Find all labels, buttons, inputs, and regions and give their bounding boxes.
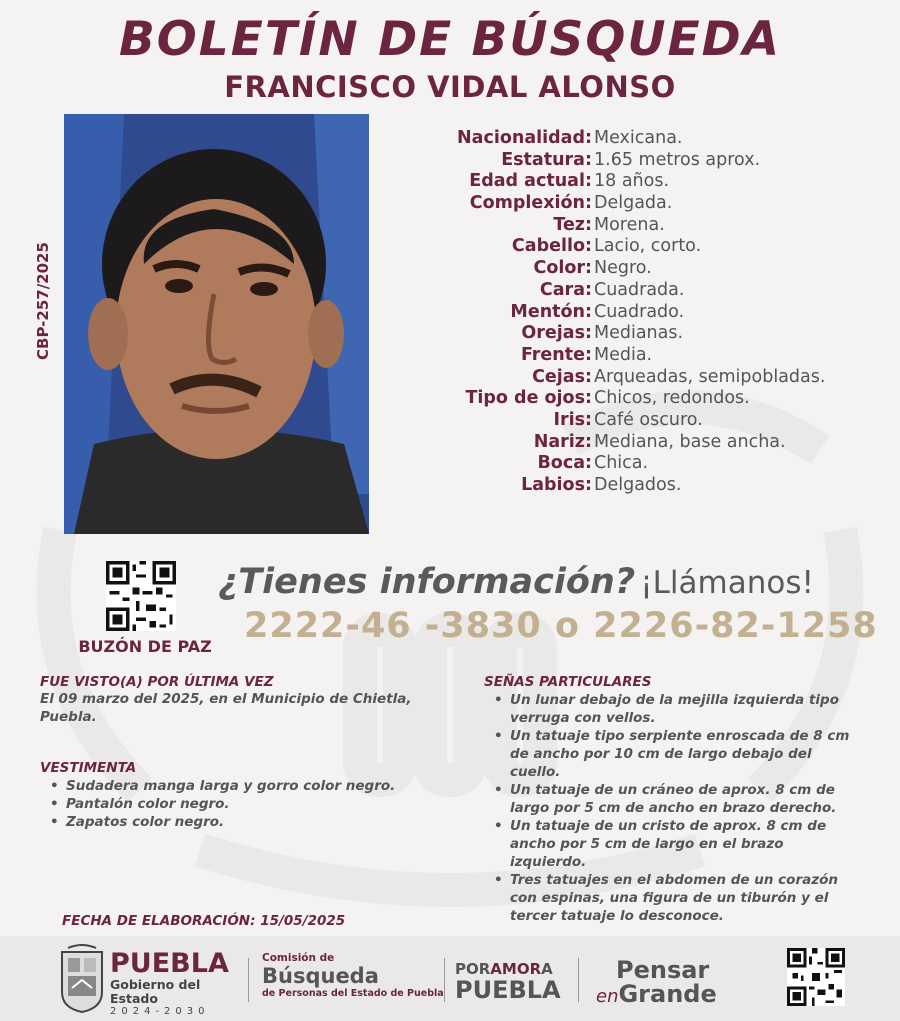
puebla-logo-years: 2024-2030 xyxy=(110,1006,210,1017)
detail-row xyxy=(380,453,890,475)
detail-row xyxy=(380,388,890,410)
detail-row xyxy=(380,150,890,172)
detail-row xyxy=(380,323,890,345)
footer-divider xyxy=(248,958,249,1002)
missing-person-photo xyxy=(64,114,369,534)
detail-value: Medianas. xyxy=(594,323,684,344)
detail-label: Complexión: xyxy=(469,193,592,214)
footer-qr-code[interactable] xyxy=(787,948,845,1006)
missing-person-name: FRANCISCO VIDAL ALONSO xyxy=(224,70,676,104)
state-shield-icon xyxy=(58,944,106,1014)
comision-busqueda-logo xyxy=(262,952,442,1000)
bulletin-title: BOLETÍN DE BÚSQUEDA xyxy=(118,12,781,67)
detail-label: Color: xyxy=(533,258,592,279)
detail-row xyxy=(380,171,890,193)
detail-label: Estatura: xyxy=(501,149,592,170)
por-amor-a-puebla-logo xyxy=(455,960,570,1002)
detail-value: Media. xyxy=(594,344,653,365)
mark-item: • Un tatuaje tipo serpiente enroscada de 8 cm de ancho por 10 cm de largo debajo del cuello. xyxy=(484,727,854,781)
puebla-government-logo xyxy=(110,950,240,1018)
marks-heading: SEÑAS PARTICULARES xyxy=(484,674,652,690)
detail-row xyxy=(380,432,890,454)
detail-label: Labios: xyxy=(521,475,592,495)
clothing-item: • Pantalón color negro. xyxy=(40,795,460,813)
last-seen-heading: FUE VISTO(A) POR ÚLTIMA VEZ xyxy=(40,674,274,690)
detail-label: Nariz: xyxy=(533,431,592,452)
mark-item: • Un tatuaje de un cristo de aprox. 8 cm de ancho por 5 cm de largo en el brazo izquierdo. xyxy=(484,817,854,871)
footer-divider xyxy=(578,958,579,1002)
detail-row xyxy=(380,128,890,150)
pap-amor: AMOR xyxy=(490,960,542,978)
elaboration-date: FECHA DE ELABORACIÓN: 15/05/2025 xyxy=(62,913,346,929)
contact-question xyxy=(218,562,898,602)
detail-row xyxy=(380,280,890,302)
detail-row xyxy=(380,215,890,237)
last-seen-text: El 09 marzo del 2025, en el Municipio de Chietla, Puebla. xyxy=(40,691,412,725)
detail-label: Cara: xyxy=(539,279,592,300)
peg-en: en xyxy=(596,986,619,1007)
detail-label: Boca: xyxy=(537,453,592,474)
detail-label: Tipo de ojos: xyxy=(465,388,592,409)
detail-value: Chica. xyxy=(594,453,649,474)
pap-por: POR xyxy=(455,960,491,978)
case-id: CBP-257/2025 xyxy=(34,242,52,360)
detail-row xyxy=(380,236,890,258)
comision-line: Comisión de xyxy=(262,952,335,964)
puebla-logo-sub: Gobierno del Estado xyxy=(110,977,201,1006)
peg-pensar: Pensar xyxy=(616,956,710,984)
detail-value: Lacio, corto. xyxy=(594,236,702,257)
detail-row xyxy=(380,345,890,367)
detail-row xyxy=(380,302,890,324)
clothing-item: • Sudadera manga larga y gorro color negro. xyxy=(40,777,460,795)
detail-row xyxy=(380,475,890,497)
puebla-logo-main: PUEBLA xyxy=(110,948,229,979)
mark-item: • Tres tatuajes en el abdomen de un corazón con espinas, una figura de un tiburón y el tercer tatuaje lo desconoce. xyxy=(484,871,854,925)
detail-value: Cuadrada. xyxy=(594,279,685,300)
footer-logos xyxy=(0,936,900,1021)
clothing-heading: VESTIMENTA xyxy=(40,760,137,776)
detail-row xyxy=(380,193,890,215)
buzon-de-paz-label: BUZÓN DE PAZ xyxy=(78,637,212,656)
detail-value: 18 años. xyxy=(594,171,670,192)
mark-item: • Un tatuaje de un cráneo de aprox. 8 cm de largo por 5 cm de ancho en brazo derecho. xyxy=(484,781,854,817)
detail-label: Cabello: xyxy=(511,236,592,257)
physical-details-list xyxy=(380,128,890,497)
question-text: ¿Tienes información? xyxy=(218,562,636,602)
detail-row xyxy=(380,367,890,389)
peg-grande: Grande xyxy=(618,980,717,1008)
detail-value: Arqueadas, semipobladas. xyxy=(594,366,826,387)
detail-row xyxy=(380,258,890,280)
detail-label: Edad actual: xyxy=(469,171,592,192)
detail-label: Tez: xyxy=(553,214,592,235)
phone-numbers[interactable]: 2222-46 -3830 o 2226-82-1258 xyxy=(244,606,878,646)
detail-value: Mediana, base ancha. xyxy=(594,431,786,452)
pap-puebla: PUEBLA xyxy=(455,976,561,1004)
call-us-text: ¡Llámanos! xyxy=(640,565,814,601)
clothing-item: • Zapatos color negro. xyxy=(40,813,460,831)
distinguishing-marks-section xyxy=(484,674,854,925)
detail-label: Frente: xyxy=(520,344,592,365)
detail-label: Orejas: xyxy=(521,323,592,344)
busqueda-line: Búsqueda xyxy=(262,964,379,988)
detail-value: Delgada. xyxy=(594,193,673,214)
detail-row xyxy=(380,410,890,432)
personas-line: de Personas del Estado de Puebla xyxy=(262,988,444,999)
footer-divider xyxy=(444,958,445,1002)
detail-label: Iris: xyxy=(553,409,592,430)
detail-value: Morena. xyxy=(594,214,665,235)
clothing-section xyxy=(40,760,460,831)
detail-label: Cejas: xyxy=(532,366,592,387)
detail-label: Nacionalidad: xyxy=(457,128,592,148)
last-seen-section xyxy=(40,674,460,726)
detail-value: Café oscuro. xyxy=(594,409,703,430)
detail-value: Delgados. xyxy=(594,475,682,495)
pap-a: A xyxy=(541,960,553,978)
detail-label: Mentón: xyxy=(510,301,592,322)
detail-value: Chicos, redondos. xyxy=(594,388,750,409)
detail-value: Mexicana. xyxy=(594,128,683,148)
detail-value: Negro. xyxy=(594,258,652,279)
buzon-qr-code[interactable] xyxy=(106,561,176,631)
pensar-en-grande-logo xyxy=(596,958,726,1009)
mark-item: • Un lunar debajo de la mejilla izquierda tipo verruga con vellos. xyxy=(484,691,854,727)
detail-value: 1.65 metros aprox. xyxy=(594,149,761,170)
detail-value: Cuadrado. xyxy=(594,301,685,322)
